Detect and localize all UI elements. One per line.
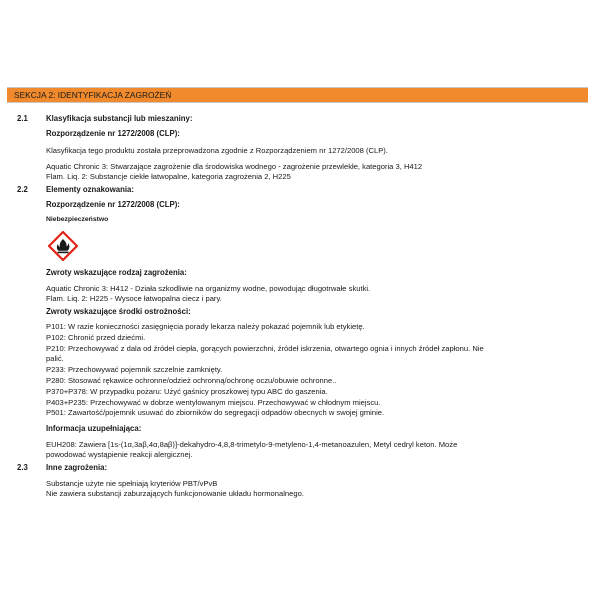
section-2-2-subtitle: Rozporządzenie nr 1272/2008 (CLP): [46, 200, 180, 209]
section-2-1-subtitle: Rozporządzenie nr 1272/2008 (CLP): [46, 129, 180, 138]
precautionary-statement: palić. [46, 354, 64, 363]
supplementary-info-title: Informacja uzupełniająca: [46, 424, 142, 433]
hazard-statement: Flam. Liq. 2: H225 - Wysoce łatwopalna ciecz i pary. [46, 294, 222, 303]
precautionary-statement: P102: Chronić przed dziećmi. [46, 333, 146, 342]
section-2-2-title: Elementy oznakowania: [46, 185, 134, 194]
precautionary-statements-title: Zwroty wskazujące środki ostrożności: [46, 307, 191, 316]
classification-flam: Flam. Liq. 2: Substancje ciekłe łatwopalne, kategoria zagrożenia 2, H225 [46, 172, 291, 181]
precautionary-statement: P403+P235: Przechowywać w dobrze wentylowanym miejscu. Przechowywać w chłodnym miejscu. [46, 398, 381, 407]
hazard-statement: Aquatic Chronic 3: H412 - Działa szkodliwie na organizmy wodne, powodując długotrwałe skutki. [46, 284, 371, 293]
classification-aquatic: Aquatic Chronic 3: Stwarzające zagrożenie dla środowiska wodnego - zagrożenie przewlekłe, kategoria 3, H412 [46, 162, 423, 171]
section-2-1-number: 2.1 [17, 114, 28, 123]
precautionary-statement: P101: W razie konieczności zasięgnięcia porady lekarza należy pokazać pojemnik lub etykietę. [46, 322, 365, 331]
supplementary-info-line: powodować wystąpienie reakcji alergicznej. [46, 450, 193, 459]
precautionary-statement: P280: Stosować rękawice ochronne/odzież ochronną/ochronę oczu/obuwie ochronne.. [46, 376, 337, 385]
signal-word: Niebezpieczeństwo [46, 216, 109, 223]
classification-text: Klasyfikacja tego produktu została przeprowadzona zgodnie z Rozporządzeniem nr 1272/2008 (CLP). [46, 146, 388, 155]
section-title: SEKCJA 2: IDENTYFIKACJA ZAGROŻEŃ [14, 90, 172, 100]
section-2-1-title: Klasyfikacja substancji lub mieszaniny: [46, 114, 193, 123]
section-2-3-number: 2.3 [17, 463, 28, 472]
precautionary-statement: P210: Przechowywać z dala od źródeł ciepła, gorących powierzchni, źródeł iskrzenia, otwartego ognia i innych źródeł zapłonu. Nie [46, 344, 484, 353]
hazard-statements-title: Zwroty wskazujące rodzaj zagrożenia: [46, 268, 187, 277]
precautionary-statement: P233: Przechowywać pojemnik szczelnie zamknięty. [46, 365, 223, 374]
other-hazards-line: Nie zawiera substancji zaburzających funkcjonowanie układu hormonalnego. [46, 489, 304, 498]
section-header [7, 87, 588, 103]
section-2-2-number: 2.2 [17, 185, 28, 194]
precautionary-statement: P370+P378: W przypadku pożaru: Użyć gaśnicy proszkowej typu ABC do gaszenia. [46, 387, 328, 396]
flame-ghs02-icon [48, 231, 78, 261]
precautionary-statement: P501: Zawartość/pojemnik usuwać do zbiorników do segregacji odpadów obecnych w swojej gminie. [46, 408, 385, 417]
section-2-3-title: Inne zagrożenia: [46, 463, 108, 472]
supplementary-info-line: EUH208: Zawiera [1s-(1α,3aβ,4α,8aβ)]-dekahydro-4,8,8-trimetylo-9-metyleno-1,4-metanoazulen, Metyl cedryl keton. Może [46, 440, 458, 449]
other-hazards-line: Substancje użyte nie spełniają kryteriów PBT/vPvB [46, 479, 218, 488]
